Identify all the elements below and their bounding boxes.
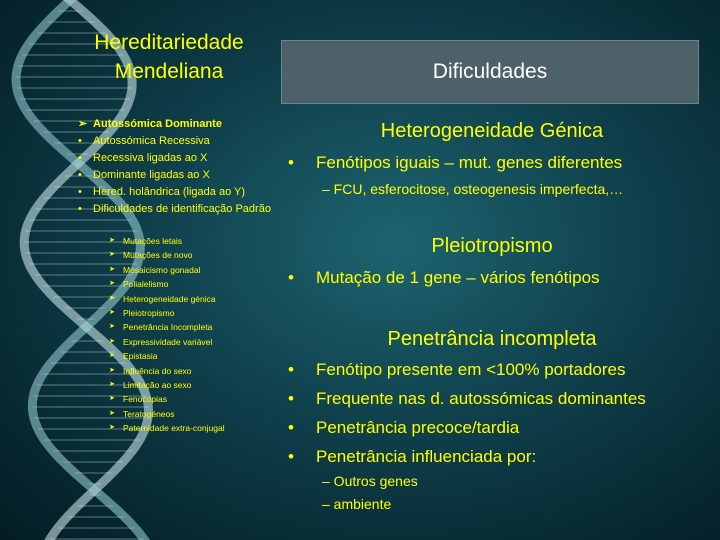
sub-bullet-heterogeneidade: – FCU, esferocitose, osteogenesis imperfecta,… [322, 181, 624, 197]
bullet-icon: • [78, 169, 82, 181]
sub-list-item: ➤ Influência do sexo [108, 364, 288, 378]
sub-bullet-penetrancia: – Outros genes [322, 473, 418, 489]
title-line-1: Hereditariedade [94, 31, 244, 54]
bullet-icon: • [288, 360, 294, 379]
arrow-icon: ➤ [109, 366, 115, 374]
left-list-item: • Recessiva ligadas ao X [78, 150, 278, 167]
header-label: Dificuldades [432, 60, 548, 83]
arrow-icon: ➤ [109, 352, 115, 360]
arrow-icon: ➤ [109, 237, 115, 244]
bullet-icon: • [78, 186, 82, 198]
header-box [281, 40, 699, 104]
heading-pleiotropismo: Pleiotropismo [431, 235, 553, 257]
arrow-icon: ➤ [109, 337, 115, 345]
sub-list-item: ➤ Mutações de novo [108, 248, 288, 262]
bullet-icon: • [288, 389, 294, 408]
left-list-item: • Hered. holândrica (ligada ao Y) [78, 184, 278, 201]
arrow-icon: ➤ [109, 294, 115, 302]
arrow-icon: ➤ [109, 395, 115, 403]
arrow-icon: ➤ [109, 323, 115, 331]
sub-list-item: ➤ Polialelismo [108, 277, 288, 291]
bullet-icon: • [288, 447, 294, 466]
sub-list-item: ➤ Penetrância Incompleta [108, 320, 288, 334]
title-line-2: Mendeliana [114, 60, 224, 83]
sub-list-item: ➤ Limitação ao sexo [108, 378, 288, 392]
arrow-icon: ➤ [109, 409, 115, 417]
sub-list-item: ➤ Mutações letais [108, 234, 288, 248]
arrow-icon: ➤ [109, 309, 115, 317]
bullet-icon: • [78, 152, 82, 164]
heading-penetrancia: Penetrância incompleta [387, 328, 597, 350]
left-list-item: • Dificuldades de identificação Padrão [78, 201, 278, 218]
slide-title [64, 28, 274, 86]
bullet-icon: • [288, 268, 294, 287]
sub-list-item: ➤ Pleiotropismo [108, 306, 288, 320]
bullet-icon: • [78, 203, 82, 215]
sub-list-item: ➤ Teratogéneos [108, 407, 288, 421]
sub-list-item: ➤ Heterogeneidade génica [108, 292, 288, 306]
arrow-icon: ➤ [109, 280, 115, 288]
sub-list-item: ➤ Expressividade variável [108, 335, 288, 349]
bullet-icon: • [288, 153, 294, 172]
sub-list-item: ➤ Fenocópias [108, 392, 288, 406]
arrow-icon: ➤ [109, 251, 115, 259]
arrow-icon: ➤ [109, 424, 115, 432]
sub-list-item: ➤ Epistasia [108, 349, 288, 363]
left-list [78, 116, 278, 218]
left-list-item: ➢ Autossómica Dominante [78, 116, 278, 133]
sub-list [108, 234, 288, 436]
arrow-bullet-icon: ➢ [78, 118, 88, 130]
left-list-item: • Autossómica Recessiva [78, 133, 278, 150]
sub-bullet-penetrancia: – ambiente [322, 496, 392, 512]
arrow-icon: ➤ [109, 265, 115, 273]
left-list-item: • Dominante ligadas ao X [78, 167, 278, 184]
heading-heterogeneidade: Heterogeneidade Génica [380, 120, 604, 142]
bullet-icon: • [288, 418, 294, 437]
sub-list-item: ➤ Mosaicismo gonadal [108, 263, 288, 277]
bullet-icon: • [78, 135, 82, 147]
arrow-icon: ➤ [109, 381, 115, 389]
sub-list-item: ➤ Paternidade extra-conjugal [108, 421, 288, 435]
